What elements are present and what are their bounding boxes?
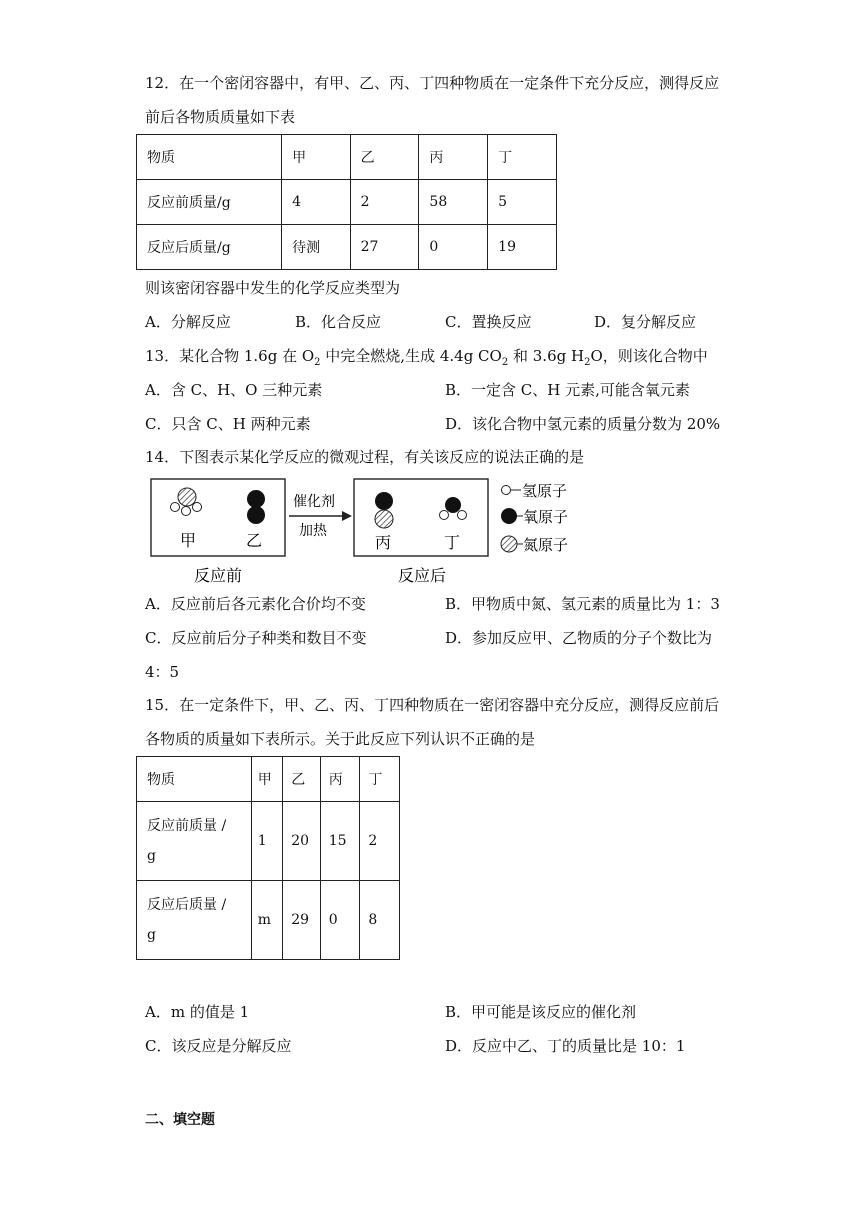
label-yi: 乙 xyxy=(246,531,263,550)
legend-oxygen: 氧原子 xyxy=(523,508,569,526)
legend-nitrogen: 氮原子 xyxy=(523,536,569,554)
legend-hydrogen: 氢原子 xyxy=(522,482,568,500)
q15-cell: 29 xyxy=(283,881,321,960)
q15-option-d: D．反应中乙、丁的质量比是 10：1 xyxy=(445,1037,686,1055)
q15-cell: m xyxy=(251,881,282,960)
q12-header-cell: 丙 xyxy=(419,135,488,180)
arrow-label-bottom: 加热 xyxy=(299,523,327,539)
q15-cell: 8 xyxy=(360,881,400,960)
hydrogen-atom xyxy=(458,511,467,520)
q12-cell: 58 xyxy=(419,180,488,225)
q12-cell: 27 xyxy=(350,225,419,270)
q14-option-c: C．反应前后分子种类和数目不变 xyxy=(145,629,367,647)
arrow-head xyxy=(342,511,352,521)
q14-stem: 14．下图表示某化学反应的微观过程，有关该反应的说法正确的是 xyxy=(145,448,585,466)
before-box xyxy=(151,479,285,556)
legend-hydrogen-icon xyxy=(502,486,511,495)
q12-stem-after: 则该密闭容器中发生的化学反应类型为 xyxy=(145,279,401,297)
q12-stem-line1: 12．在一个密闭容器中，有甲、乙、丙、丁四种物质在一定条件下充分反应，测得反应 xyxy=(145,74,720,92)
q12-cell: 反应前质量/g xyxy=(137,180,282,225)
legend-nitrogen-icon xyxy=(501,536,517,552)
section-title: 二、填空题 xyxy=(145,1112,215,1128)
q15-cell: 20 xyxy=(283,802,321,881)
q15-header-cell: 丁 xyxy=(360,757,400,802)
q15-stem-line2: 各物质的质量如下表所示。关于此反应下列认识不正确的是 xyxy=(145,730,536,748)
oxygen-atom xyxy=(247,490,265,508)
q12-option-a: A．分解反应 xyxy=(145,313,231,331)
hydrogen-atom xyxy=(182,507,191,516)
q12-cell: 待测 xyxy=(282,225,351,270)
caption-after: 反应后 xyxy=(398,566,447,585)
label-bing: 丙 xyxy=(375,533,392,552)
reaction-diagram xyxy=(150,473,590,587)
q12-stem-line2: 前后各物质质量如下表 xyxy=(145,108,296,126)
q15-header-cell: 丙 xyxy=(320,757,360,802)
q12-option-d: D．复分解反应 xyxy=(594,313,697,331)
q15-cell: 1 xyxy=(251,802,282,881)
label-jia: 甲 xyxy=(180,531,197,550)
q12-cell: 19 xyxy=(488,225,557,270)
q13-option-c: C．只含 C、H 两种元素 xyxy=(145,415,311,433)
q13-option-a: A．含 C、H、O 三种元素 xyxy=(145,381,323,399)
hydrogen-atom xyxy=(193,503,202,512)
hydrogen-atom xyxy=(440,511,449,520)
q14-option-b: B．甲物质中氮、氢元素的质量比为 1：3 xyxy=(445,595,720,613)
q12-table xyxy=(136,134,557,270)
q15-header-cell: 物质 xyxy=(137,757,252,802)
q15-cell: 0 xyxy=(320,881,360,960)
q12-cell: 反应后质量/g xyxy=(137,225,282,270)
label-ding: 丁 xyxy=(444,533,461,552)
q14-option-d: D．参加反应甲、乙物质的分子个数比为 xyxy=(445,629,713,647)
q15-option-c: C．该反应是分解反应 xyxy=(145,1037,292,1055)
oxygen-atom xyxy=(375,492,393,510)
oxygen-atom xyxy=(445,497,461,513)
q15-header-cell: 甲 xyxy=(251,757,282,802)
q15-cell: 15 xyxy=(320,802,360,881)
q12-header-cell: 甲 xyxy=(282,135,351,180)
q15-row-label: 反应后质量 / g xyxy=(137,881,252,960)
q12-header-cell: 丁 xyxy=(488,135,557,180)
arrow-label-top: 催化剂 xyxy=(293,494,335,510)
q12-option-b: B．化合反应 xyxy=(295,313,382,331)
q13-stem: 13．某化合物 1.6g 在 $O_2$ 中完全燃烧,生成 4.4g $CO_2$ 和 3.6g $H_2O$，则该化合物中 xyxy=(145,347,708,368)
q12-header-cell: 乙 xyxy=(350,135,419,180)
q15-header-cell: 乙 xyxy=(283,757,321,802)
nitrogen-atom xyxy=(375,510,393,528)
q15-row-label: 反应前质量 / g xyxy=(137,802,252,881)
q14-option-d-continued: 4：5 xyxy=(145,663,180,681)
q15-table xyxy=(136,756,400,960)
q12-cell: 0 xyxy=(419,225,488,270)
q12-option-c: C．置换反应 xyxy=(445,313,532,331)
q13-option-b: B．一定含 C、H 元素,可能含氧元素 xyxy=(445,381,690,399)
legend-oxygen-icon xyxy=(501,508,517,524)
q15-cell: 2 xyxy=(360,802,400,881)
q12-cell: 4 xyxy=(282,180,351,225)
q15-option-a: A．m 的值是 1 xyxy=(145,1003,250,1021)
q15-option-b: B．甲可能是该反应的催化剂 xyxy=(445,1003,637,1021)
caption-before: 反应前 xyxy=(194,566,243,585)
q12-header-cell: 物质 xyxy=(137,135,282,180)
q12-cell: 2 xyxy=(350,180,419,225)
q15-stem-line1: 15．在一定条件下，甲、乙、丙、丁四种物质在一密闭容器中充分反应，测得反应前后 xyxy=(145,696,720,714)
nitrogen-atom xyxy=(178,488,196,506)
q14-option-a: A．反应前后各元素化合价均不变 xyxy=(145,595,366,613)
hydrogen-atom xyxy=(171,503,180,512)
oxygen-atom xyxy=(247,506,265,524)
q12-cell: 5 xyxy=(488,180,557,225)
q13-option-d: D．该化合物中氢元素的质量分数为 20% xyxy=(445,415,721,433)
